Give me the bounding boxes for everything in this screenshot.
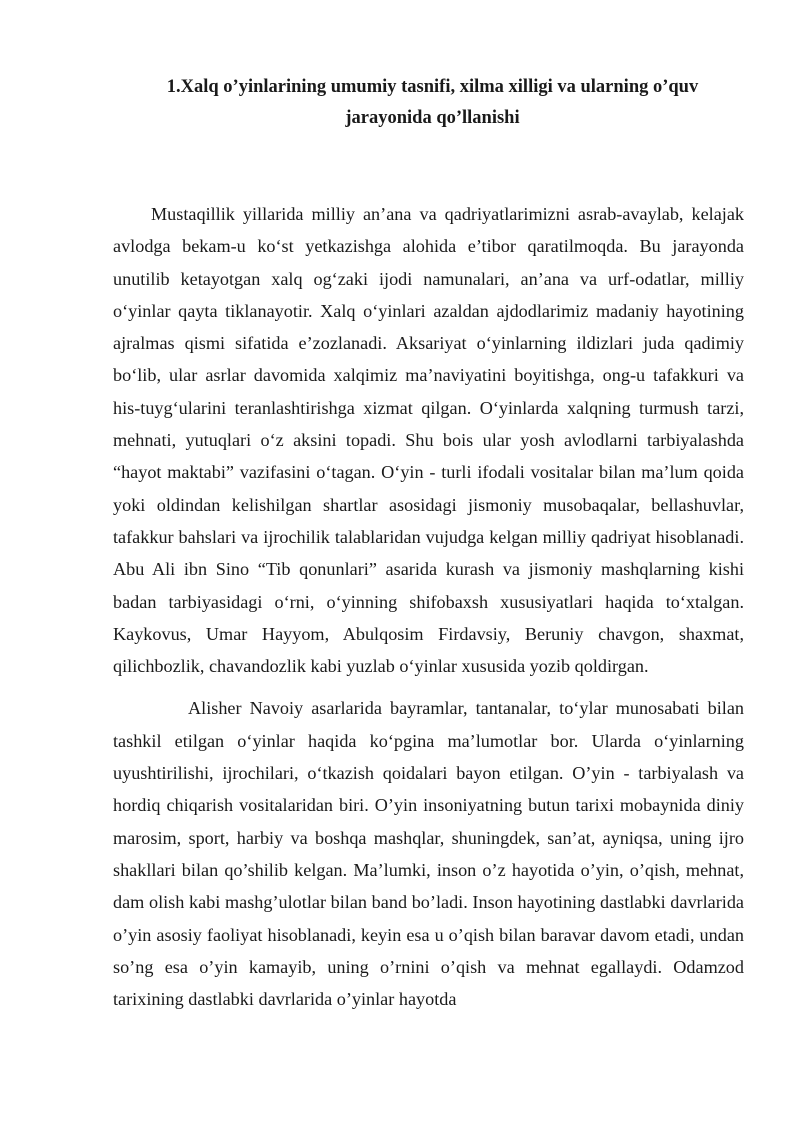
document-title [113,72,744,134]
title-line-2: jarayonida qo’llanishi [345,108,520,128]
paragraph-2: Alisher Navoiy asarlarida bayramlar, tantanalar, to‘ylar munosabati bilan tashkil etilgan o‘yinlar haqida ko‘pgina ma’lumotlar bor. Ularda o‘yinlarning uyushtirilishi, ijrochilari, o‘tkazish qoidalari bayon etilgan. O’yin - tarbiyalash va hordiq chiqarish vositalaridan biri. O’yin insoniyatning butun tarixi mobaynida diniy marosim, sport, harbiy va boshqa mashqlar, shuningdek, san’at, ayniqsa, uning ijro shakllari bilan qo’shilib kelgan. Ma’lumki, inson o’z hayotida o’yin, o’qish, mehnat, dam olish kabi mashg’ulotlar bilan band bo’ladi. Inson hayotining dastlabki davrlarida o’yin asosiy faoliyat hisoblanadi, keyin esa u o’qish bilan baravar davom etadi, undan so’ng esa o’yin kamayib, uning o’rnini o’qish va mehnat egallaydi. Odamzod tarixining dastlabki davrlarida o’yinlar hayotda [113,698,744,1010]
title-line-1: 1.Xalq o’yinlarining umumiy tasnifi, xilma xilligi va ularning o’quv [166,77,699,97]
paragraph-1: Mustaqillik yillarida milliy an’ana va qadriyatlarimizni asrab-avaylab, kelajak avlodga bekam-u ko‘st yetkazishga alohida e’tibor qaratilmoqda. Bu jarayonda unutilib ketayotgan xalq og‘zaki ijodi namunalari, an’ana va urf-odatlar, milliy o‘yinlar qayta tiklanayotir. Xalq o‘yinlari azaldan ajdodlarimiz madaniy hayotining ajralmas qismi sifatida e’zozlanadi. Aksariyat o‘yinlarning ildizlari juda qadimiy bo‘lib, ular asrlar davomida xalqimiz ma’naviyatini boyitishga, ong-u tafakkuri va his-tuyg‘ularini teranlashtirishga xizmat qilgan. O‘yinlarda xalqning turmush tarzi, mehnati, yutuqlari o‘z aksini topadi. Shu bois ular yosh avlodlarni tarbiyalashda “hayot maktabi” vazifasini o‘tagan. O‘yin - turli ifodali vositalar bilan ma’lum qoida yoki oldindan kelishilgan shartlar asosidagi jismoniy musobaqalar, bellashuvlar, tafakkur bahslari va ijrochilik talablaridan vujudga kelgan milliy qadriyat hisoblanadi. Abu Ali ibn Sino “Tib qonunlari” asarida kurash va jismoniy mashqlarning kishi badan tarbiyasidagi o‘rni, o‘yinning shifobaxsh xususiyatlari haqida to‘xtalgan. Kaykovus, Umar Hayyom, Abulqosim Firdavsiy, Beruniy chavgon, shaxmat, qilichbozlik, chavandozlik kabi yuzlab o‘yinlar xususida yozib qoldirgan. [113,204,744,677]
